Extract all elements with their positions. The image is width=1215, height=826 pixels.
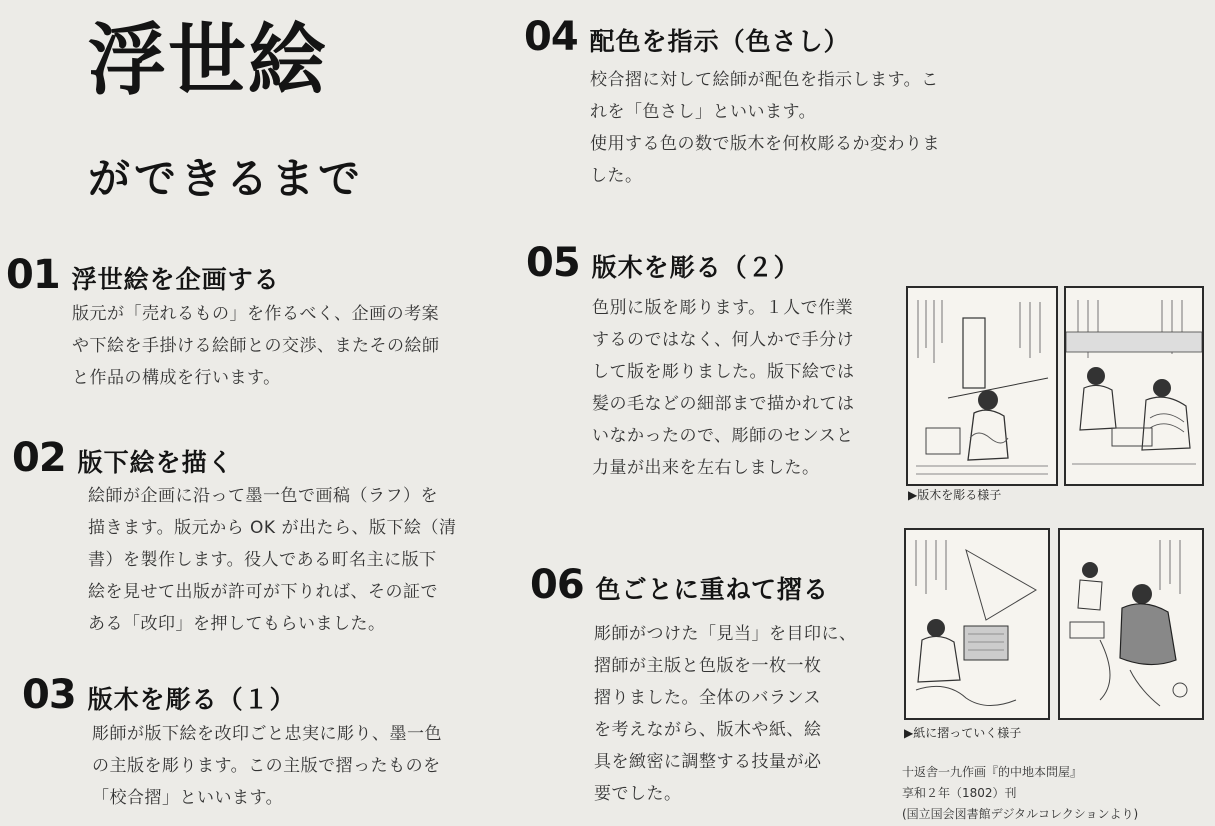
body-line: して版を彫りました。版下絵では — [592, 362, 855, 382]
image-credit — [902, 762, 1138, 825]
section-number: 03 — [22, 672, 76, 718]
section-03-heading — [22, 672, 296, 718]
body-line: と作品の構成を行います。 — [72, 368, 281, 388]
woodcut-carving-left-image — [906, 286, 1058, 486]
body-line: 色別に版を彫ります。１人で作業 — [592, 298, 854, 318]
body-line: いなかったので、彫師のセンスと — [592, 426, 854, 446]
section-title: 浮世絵を企画する — [71, 265, 280, 294]
body-line: 書）を製作します。役人である町名主に版下 — [88, 550, 437, 570]
body-line: 描きます。版元から OK が出たら、版下絵（清 — [88, 518, 457, 538]
woodcut-carving-right-image — [1064, 286, 1204, 486]
section-number: 01 — [6, 252, 60, 298]
body-line: 彫師が版下絵を改印ごと忠実に彫り、墨一色 — [92, 724, 442, 744]
body-line: 摺師が主版と色版を一枚一枚 — [594, 656, 822, 676]
body-line: 力量が出来を左右しました。 — [592, 458, 820, 478]
section-number: 02 — [12, 435, 66, 481]
page-title: 浮世絵 — [88, 16, 329, 106]
section-05-body — [592, 292, 855, 484]
body-line: 絵を見せて出版が許可が下りれば、その証で — [88, 582, 438, 602]
caption-printing: ▶紙に摺っていく様子 — [904, 726, 1022, 740]
body-line: 具を緻密に調整する技量が必 — [594, 752, 822, 772]
section-06-heading — [530, 562, 829, 608]
body-line: の主版を彫ります。この主版で摺ったものを — [92, 756, 441, 776]
body-line: れを「色さし」といいます。 — [590, 102, 817, 122]
woodcut-printing-right-image — [1058, 528, 1204, 720]
section-title: 版下絵を描く — [77, 448, 234, 477]
section-number: 05 — [526, 240, 580, 286]
body-line: 彫師がつけた「見当」を目印に、 — [594, 624, 857, 644]
body-line: 「校合摺」といいます。 — [92, 788, 284, 808]
woodcut-printing-left-image — [904, 528, 1050, 720]
body-line: した。 — [590, 166, 643, 186]
body-line: や下絵を手掛ける絵師との交渉、またその絵師 — [72, 336, 440, 356]
section-title: 版木を彫る（１） — [87, 685, 296, 714]
page-subtitle: ができるまで — [88, 154, 365, 203]
body-line: 要でした。 — [594, 784, 682, 804]
section-number: 04 — [524, 14, 578, 60]
section-title: 配色を指示（色さし） — [589, 27, 850, 56]
body-line: を考えながら、版木や紙、絵 — [594, 720, 822, 740]
section-title: 版木を彫る（２） — [591, 253, 800, 282]
credit-line: 十返舎一九作画『的中地本問屋』 — [902, 765, 1083, 779]
section-05-heading — [526, 240, 800, 286]
section-02-body — [88, 480, 456, 640]
credit-line: 享和２年（1802）刊 — [902, 786, 1017, 800]
body-line: 使用する色の数で版木を何枚彫るか変わりま — [590, 134, 940, 154]
caption-carving: ▶版木を彫る様子 — [908, 488, 1002, 502]
body-line: 髪の毛などの細部まで描かれては — [592, 394, 855, 414]
credit-line: (国立国会図書館デジタルコレクションより) — [902, 807, 1139, 821]
section-04-body — [590, 64, 940, 192]
body-line: ある「改印」を押してもらいました。 — [88, 614, 386, 634]
section-03-body — [92, 718, 442, 814]
section-number: 06 — [530, 562, 584, 608]
section-02-heading — [12, 435, 234, 481]
section-title: 色ごとに重ねて摺る — [595, 575, 830, 604]
section-01-heading — [6, 252, 280, 298]
body-line: 版元が「売れるもの」を作るべく、企画の考案 — [72, 304, 440, 324]
body-line: 校合摺に対して絵師が配色を指示します。こ — [590, 70, 939, 90]
section-01-body — [72, 298, 440, 394]
section-06-body — [594, 618, 857, 810]
body-line: 絵師が企画に沿って墨一色で画稿（ラフ）を — [88, 486, 438, 506]
body-line: 摺りました。全体のバランス — [594, 688, 821, 708]
section-04-heading — [524, 14, 850, 60]
body-line: するのではなく、何人かで手分け — [592, 330, 855, 350]
